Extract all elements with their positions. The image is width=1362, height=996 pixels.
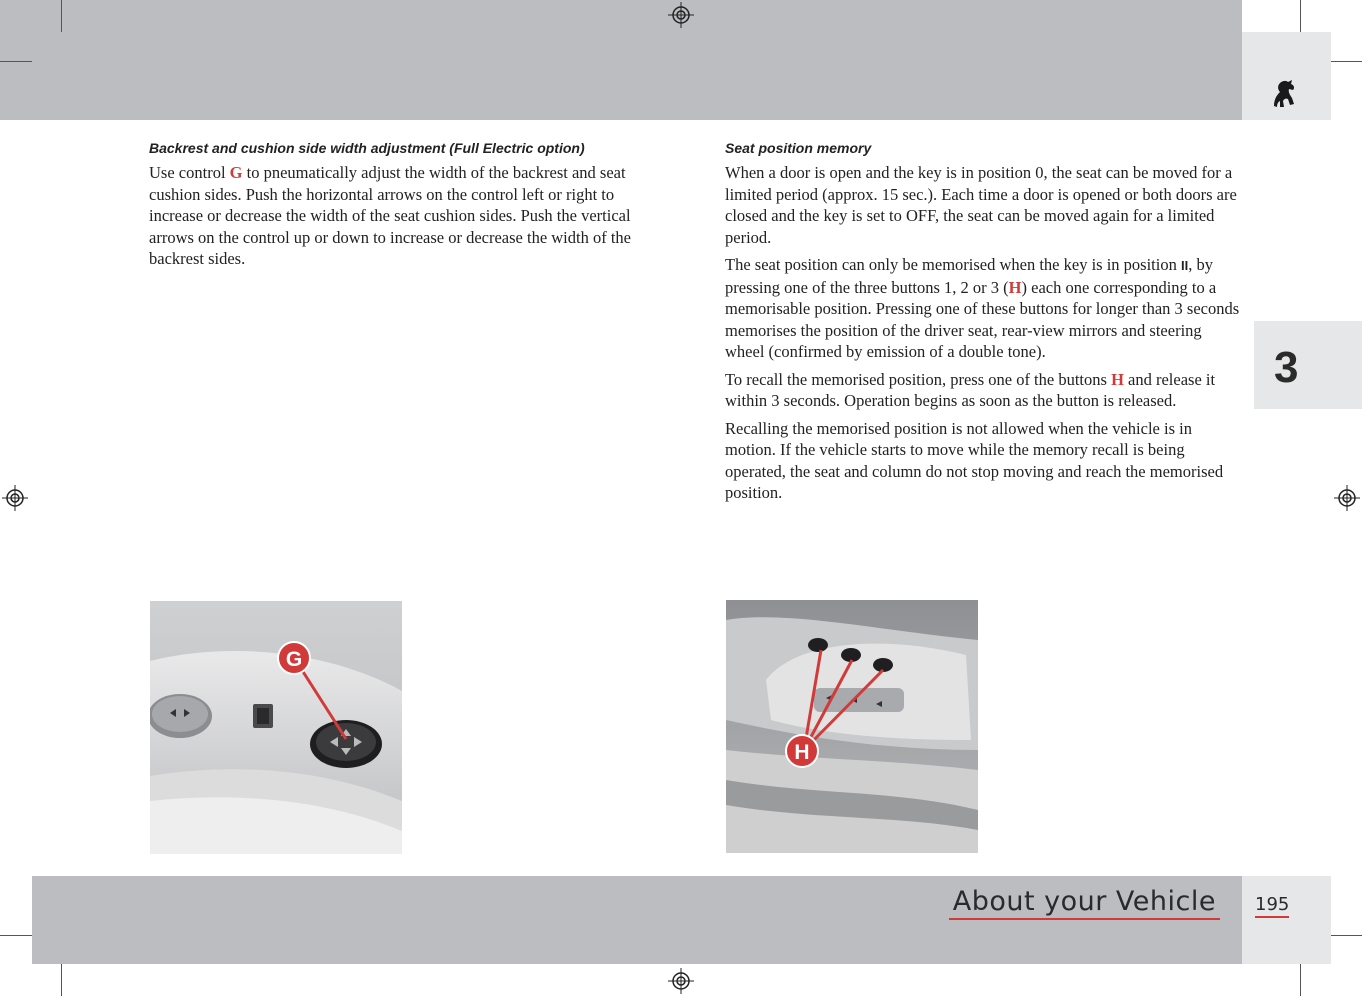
registration-mark-icon xyxy=(668,968,694,994)
control-g-label: G xyxy=(229,163,243,182)
registration-mark-icon xyxy=(668,2,694,28)
seat-width-control-photo xyxy=(150,601,402,854)
crop-mark xyxy=(61,0,62,32)
crop-mark xyxy=(1331,935,1362,936)
callout-g: G xyxy=(285,648,303,671)
crop-mark xyxy=(0,61,32,62)
crop-mark xyxy=(1300,964,1301,996)
right-heading: Seat position memory xyxy=(725,140,872,156)
crop-mark xyxy=(0,935,32,936)
crop-mark xyxy=(1300,0,1301,32)
left-paragraph: Use control G to pneumatically adjust the width of the backrest and seat cushion sides. Push the horizontal arrows on the control left or right to increase or decrease the width of the seat cushion sides. Push the vertical arrows on the control up or down to increase or decrease the width of the backrest sides. xyxy=(149,163,632,268)
seat-memory-buttons-photo xyxy=(726,600,978,853)
right-paragraph-4: Recalling the memorised position is not allowed when the vehicle is in motion. If the vehicle starts to move while the memory recall is being operated, the seat and column do not stop moving and reach the memorised position. xyxy=(725,418,1224,502)
key-position: II xyxy=(1180,258,1189,273)
logo-box xyxy=(1242,32,1331,120)
registration-mark-icon xyxy=(1334,485,1360,511)
right-paragraph-1: When a door is open and the key is in position 0, the seat can be moved for a limited period (approx. 15 sec.). Each time a door is opened or both doors are closed and the key is set to OFF, the seat can be moved again for a limited period. xyxy=(725,163,1237,247)
buttons-h-label: H xyxy=(1008,277,1022,297)
registration-mark-icon xyxy=(2,485,28,511)
callout-h: H xyxy=(794,741,810,764)
chapter-number: 3 xyxy=(1274,343,1299,392)
crop-mark xyxy=(61,964,62,996)
prancing-horse-icon xyxy=(1268,76,1300,112)
chapter-tab xyxy=(1254,321,1362,409)
footer-band xyxy=(32,876,1242,964)
page-number-box xyxy=(1242,876,1331,964)
page-number: 195 xyxy=(1255,894,1289,918)
section-title: About your Vehicle xyxy=(949,886,1220,920)
right-paragraph-3: To recall the memorised position, press one of the buttons H and release it within 3 seconds. Operation begins as soon as the button is released. xyxy=(725,369,1216,410)
left-heading: Backrest and cushion side width adjustment (Full Electric option) xyxy=(149,140,585,156)
buttons-h-label-2: H xyxy=(1111,369,1124,389)
header-band xyxy=(0,0,1242,120)
right-paragraph-2: The seat position can only be memorised when the key is in position II, by pressing one of the three buttons 1, 2 or 3 (H) each one corresponding to a memorisable position. Pressing one of these buttons for longer than 3 seconds memorises the position of the driver seat, rear-view mirrors and steering wheel (confirmed by emission of a double tone). xyxy=(725,255,1240,361)
crop-mark xyxy=(1331,61,1362,62)
right-column xyxy=(725,140,1243,510)
left-column xyxy=(149,140,669,276)
